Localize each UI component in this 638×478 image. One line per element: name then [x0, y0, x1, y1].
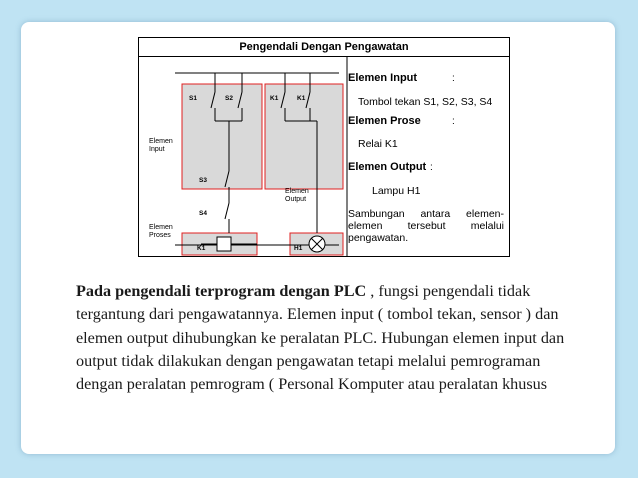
label-elemen-proses-2: Proses — [149, 232, 171, 239]
bold-lead: Pada pengendali terprogram dengan PLC — [76, 282, 367, 300]
proses-colon: : — [452, 116, 455, 127]
coil-k1-label: K1 — [197, 245, 206, 252]
output-heading: Elemen Output — [348, 161, 427, 173]
wiring-description: Sambungan antara elemen-elemen tersebut melalui pengawatan. — [348, 208, 504, 244]
output-value: Lampu H1 — [372, 185, 421, 197]
body-paragraph — [76, 280, 578, 396]
contact-s3-label: S3 — [199, 177, 207, 184]
label-elemen-input-1: Elemen — [149, 138, 173, 145]
input-colon: : — [452, 73, 455, 84]
label-elemen-output-2: Output — [285, 196, 307, 203]
output-colon: : — [430, 162, 433, 173]
figure-title: Pengendali Dengan Pengawatan — [139, 38, 509, 57]
body-rest: , fungsi pengendali tidak tergantung dari pengawatannya. Elemen input ( tombol tekan, sensor ) dan elemen output dihubungkan ke peralatan PLC. Hubungan elemen input dan output tidak dilakukan dengan pengawatan tetapi melalui pemrograman dengan peralatan pemrogram ( Personal Komputer atau peralatan khusus — [76, 282, 565, 394]
contact-s1-label: S1 — [189, 95, 197, 102]
contact-k1b-label: K1 — [297, 95, 306, 102]
contact-s2-label: S2 — [225, 95, 233, 102]
element-info-panel — [348, 55, 504, 253]
proses-value: Relai K1 — [358, 138, 398, 150]
relay-coil — [217, 237, 231, 251]
label-elemen-input-2: Input — [149, 146, 165, 153]
input-heading: Elemen Input — [348, 72, 418, 84]
input-value: Tombol tekan S1, S2, S3, S4 — [358, 96, 493, 108]
lamp-h1-label: H1 — [294, 245, 303, 252]
label-elemen-output-1: Elemen — [285, 188, 309, 195]
label-elemen-proses-1: Elemen — [149, 224, 173, 231]
contact-k1a-label: K1 — [270, 95, 279, 102]
proses-heading: Elemen Prose — [348, 115, 421, 127]
contact-s4-label: S4 — [199, 210, 207, 217]
